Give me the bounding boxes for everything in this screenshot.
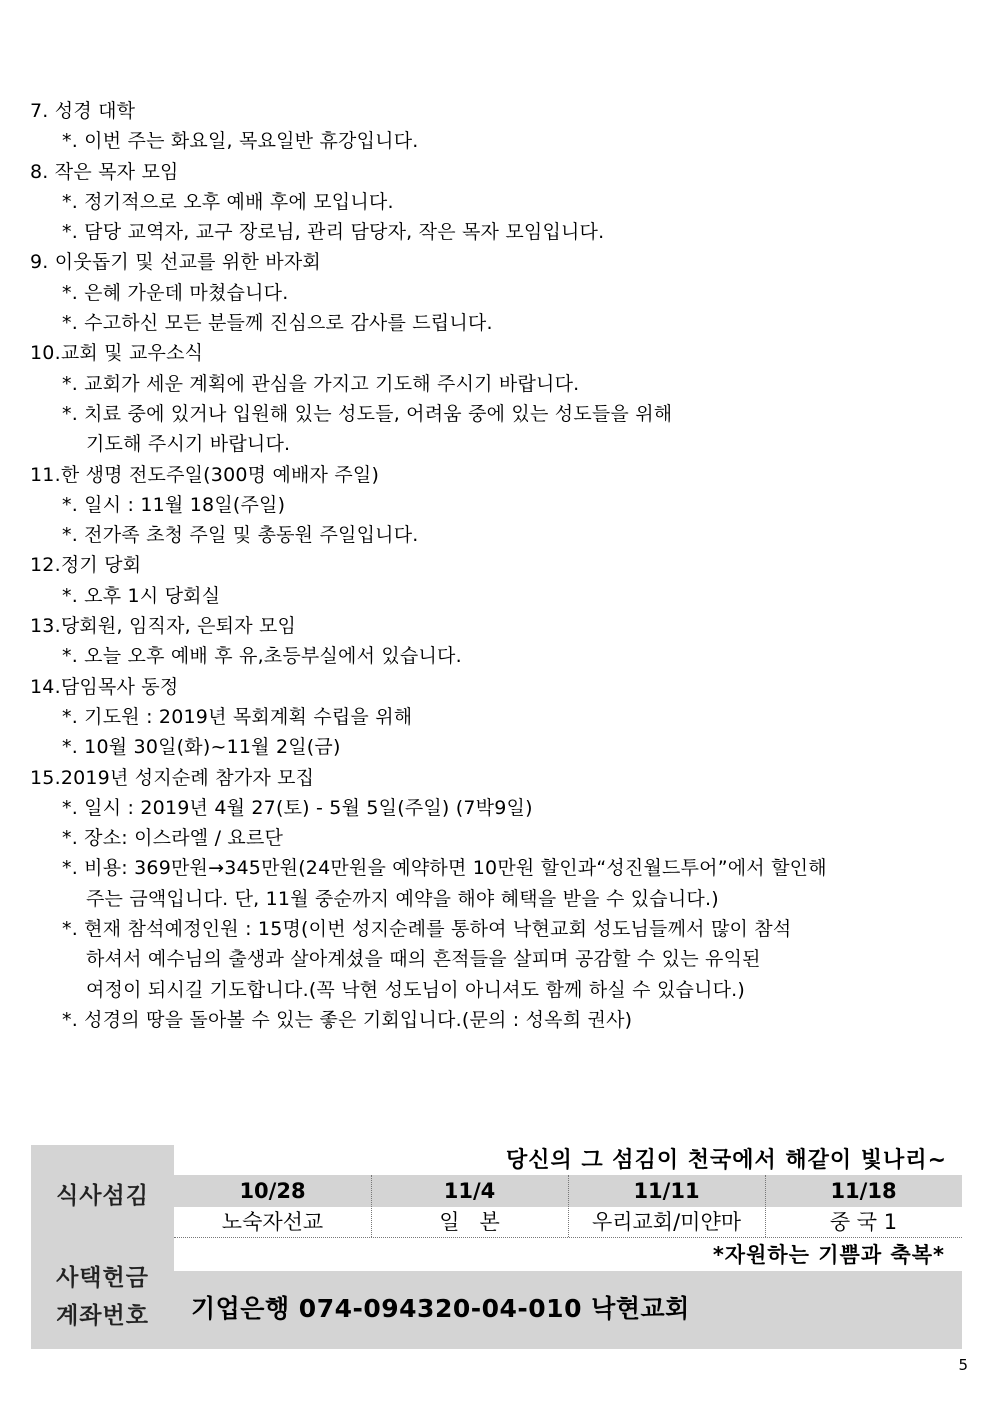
announcement-item: *. 10월 30일(화)~11월 2일(금) <box>62 736 341 759</box>
announcement-heading: 11.한 생명 전도주일(300명 예배자 주일) <box>30 463 380 486</box>
page-number: 5 <box>958 1356 968 1374</box>
schedule-group: 중 국 1 <box>829 1210 898 1234</box>
schedule-group: 노숙자선교 <box>221 1210 324 1234</box>
schedule-date: 11/11 <box>633 1179 700 1203</box>
announcement-item: *. 오후 1시 당회실 <box>62 584 221 607</box>
announcement-heading: 14.담임목사 동정 <box>30 675 179 698</box>
announcement-item: *. 전가족 초청 주일 및 총동원 주일입니다. <box>62 524 419 547</box>
announcement-item: *. 정기적으로 오후 예배 후에 모입니다. <box>62 190 394 213</box>
column-divider <box>371 1175 372 1237</box>
column-divider <box>568 1175 569 1237</box>
announcement-heading: 10.교회 및 교우소식 <box>30 342 204 365</box>
announcement-item: 하셔서 예수님의 출생과 살아계셨을 때의 흔적들을 살피며 공감할 수 있는 유익된 <box>86 948 761 971</box>
announcement-item: 기도해 주시기 바랍니다. <box>86 433 291 456</box>
offering-label: 사택헌금 <box>56 1265 149 1291</box>
announcement-item: *. 오늘 오후 예배 후 유,초등부실에서 있습니다. <box>62 645 462 668</box>
footer-info-box <box>31 1145 962 1349</box>
announcement-heading: 15.2019년 성지순례 참가자 모집 <box>30 766 315 789</box>
announcement-item: *. 일시 : 2019년 4월 27(토) - 5월 5일(주일) (7박9일) <box>62 796 533 819</box>
announcement-heading: 8. 작은 목자 모임 <box>30 160 179 183</box>
schedule-date: 10/28 <box>239 1179 306 1203</box>
meal-serving-label: 식사섬김 <box>56 1183 149 1209</box>
announcement-item: *. 이번 주는 화요일, 목요일반 휴강입니다. <box>62 130 419 153</box>
announcement-item: *. 수고하신 모든 분들께 진심으로 감사를 드립니다. <box>62 312 493 335</box>
account-info: 기업은행 074-094320-04-010 낙현교회 <box>191 1294 690 1323</box>
announcement-item: 주는 금액입니다. 단, 11월 중순까지 예약을 해야 혜택을 받을 수 있습니다.) <box>86 887 719 910</box>
announcement-item: *. 기도원 : 2019년 목회계획 수립을 위해 <box>62 705 413 728</box>
serving-tagline: 당신의 그 섬김이 천국에서 해같이 빛나리~ <box>505 1148 947 1173</box>
announcement-item: *. 은혜 가운데 마쳤습니다. <box>62 281 289 304</box>
announcement-heading: 7. 성경 대학 <box>30 100 136 122</box>
row-divider <box>174 1237 962 1238</box>
announcement-heading: 9. 이웃돕기 및 선교를 위한 바자회 <box>30 251 321 274</box>
announcement-item: *. 일시 : 11월 18일(주일) <box>62 493 286 516</box>
announcement-item: *. 현재 참석예정인원 : 15명(이번 성지순례를 통하여 낙현교회 성도님들께서 많이 참석 <box>62 918 792 941</box>
announcement-heading: 12.정기 당회 <box>30 554 142 577</box>
announcement-item: *. 비용: 369만원→345만원(24만원을 예약하면 10만원 할인과“성진월드투어”에서 할인해 <box>62 857 827 880</box>
announcement-heading: 13.당회원, 임직자, 은퇴자 모임 <box>30 615 297 638</box>
announcement-item: *. 교회가 세운 계획에 관심을 가지고 기도해 주시기 바랍니다. <box>62 372 580 395</box>
announcement-item: *. 장소: 이스라엘 / 요르단 <box>62 827 284 850</box>
schedule-date: 11/18 <box>830 1179 897 1203</box>
announcement-list <box>30 96 970 1035</box>
schedule-group: 일 본 <box>439 1210 500 1234</box>
schedule-date: 11/4 <box>443 1179 496 1203</box>
announcement-item: *. 치료 중에 있거나 입원해 있는 성도들, 어려움 중에 있는 성도들을 위해 <box>62 402 673 425</box>
account-label: 계좌번호 <box>56 1303 149 1329</box>
schedule-group: 우리교회/미얀마 <box>591 1210 742 1234</box>
announcement-item: 여정이 되시길 기도합니다.(꼭 낙현 성도님이 아니셔도 함께 하실 수 있습니다.) <box>86 978 746 1001</box>
offering-tagline: *자원하는 기쁨과 축복* <box>712 1243 945 1267</box>
announcement-item: *. 담당 교역자, 교구 장로님, 관리 담당자, 작은 목자 모임입니다. <box>62 221 605 244</box>
column-divider <box>765 1175 766 1237</box>
announcement-item: *. 성경의 땅을 돌아볼 수 있는 좋은 기회입니다.(문의 : 성옥희 권사) <box>62 1008 633 1031</box>
